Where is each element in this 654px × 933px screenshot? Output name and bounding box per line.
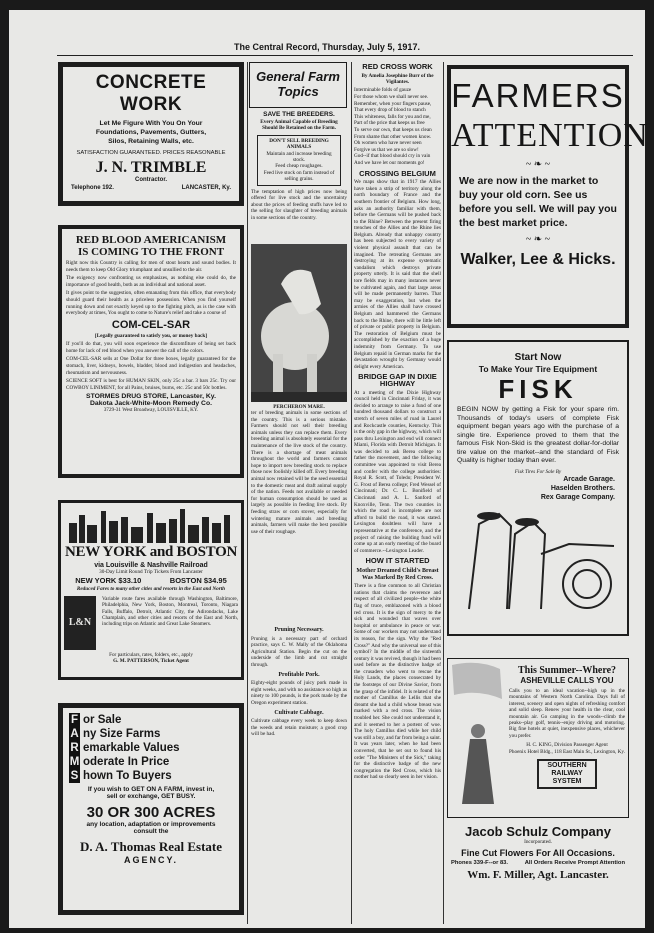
farm-intro: The temptation of high prices now being offered for live stock and the uncertainty about the prices of feeding stuffs have led to the selling for slaughter of breeding animals in some sections of the country. <box>251 188 347 222</box>
ad-guarantee: SATISFACTION GUARANTEED. PRICES REASONABLE <box>76 150 226 156</box>
maker-address: 3729-31 West Broadway, LOUISVILLE, KY. <box>103 407 199 414</box>
how-started-sub: Mother Dreamed Child's Breast Was Marked By Red Cross. <box>356 567 439 581</box>
woman-illustration <box>448 659 504 814</box>
ad-body: We are now in the market to buy your old corn. See us before you sell. We will pay you the best market price. <box>459 175 617 229</box>
red-blood-americanism-ad <box>58 225 244 478</box>
agent-line: Wm. F. Miller, Agt. Lancaster. <box>467 869 609 882</box>
asheville-text <box>504 659 628 817</box>
maker-name: Dakota Jack-White-Moon Remedy Co. <box>90 400 212 408</box>
ad-line: consult the <box>133 828 169 835</box>
city-skyline-illustration <box>61 503 241 543</box>
red-cross-byline: By Amelia Josephine Burr of the Vigilantes. <box>361 72 434 85</box>
ad-para: COM-CEL-SAR sells at One Dollar for three boxes, legally guaranteed for the stomach, liver, kidneys, bowels, bladder, blood and indigestion and headaches, rheumatism and nervousness. <box>66 356 236 376</box>
fisk-car-illustration <box>449 504 627 614</box>
ad-line: If you wish to GET ON A FARM, invest in, <box>87 786 215 793</box>
farmers-attention-ad <box>447 65 649 328</box>
agent-line: For particulars, rates, folders, etc., apply <box>109 651 193 658</box>
firm-agency: AGENCY. <box>123 855 178 865</box>
contractor-name: J. N. TRIMBLE <box>95 159 207 176</box>
farms-acrostic <box>69 713 239 783</box>
routes-block <box>61 594 241 652</box>
farm-topics-title: General Farm Topics <box>256 69 340 99</box>
fisk-body: BEGIN NOW by getting a Fisk for your spare rim. Thousands of today's users of complete Fisk equipment began years ago with the purchase of a single tire. Experience proved to them that the famous Fisk Non-Skid is the greatest dollar-for-dollar tire value on the market--and the standard of Fisk Quality is higher today than ever. <box>457 406 619 464</box>
masthead-rule <box>57 55 633 56</box>
ad-para: SCIENCE SOFT is best for HUMAN SKIN, only 25c a bar. 3 bars 25c. Try our COWBOY LINIMENT, for all Pains, bruises, burns, etc. 25c and 50c bottles. <box>66 378 236 391</box>
company-inc: Incorporated. <box>524 839 552 845</box>
agent-address: Phoenix Hotel Bldg., 118 East Main St., Lexington, Ky. <box>509 748 625 755</box>
farm-sub-head2: Every Animal Capable of Breeding Should Be Retained on the Farm. <box>260 119 338 132</box>
company-name: Jacob Schulz Company <box>465 824 611 839</box>
ad-title-1: FARMERS <box>451 77 625 114</box>
product-guarantee: [Legally guaranteed to satisfy you, or money back] <box>94 332 207 339</box>
farm-box: DON'T SELL BREEDING ANIMALS Maintain and increase breeding stock. Feed cheap roughages. Feed live stock on farm instead of selling grains. <box>257 135 341 186</box>
start-now: Start Now <box>514 352 562 363</box>
column-rule <box>247 62 248 924</box>
ad-line: any location, adaptation or improvements <box>86 821 216 828</box>
red-cross-title: RED CROSS WORK <box>362 62 433 71</box>
bridge-article: At a meeting of the Dixie Highway council held in Cincinnati Friday, it was decided to arrange to raise a fund of one hundred thousand dollars to construct a stretch of seven miles of road in Laurel and Rockcastle counties, Kentucky. This is the only gap in the highway, which will pass thru Lexington and end will connect Miami, Florida with Detroit Michigan. It was decided to ask Berea college to father the movement, and the following committee was appointed to visit Berea and confer with the college authorities: Royal R. Scott, of Toledo; President W. G. Frost of Berea college; Fred Wessel of Cincinnati; Dr. C. L. Bonifield of Cincinnati and A. L. Sanford of Knoxville, Tenn. The two counties in which the road is incomplete are not afford to build the road, it was stated. Lexington doubtless will have a representative at the conference, and the project of raising the building fund will come up at an early meeting of the board of commerce.--Lexington Leader. <box>354 389 441 554</box>
southern-railway-logo: SOUTHERN RAILWAY SYSTEM <box>537 759 597 789</box>
masthead: The Central Record, Thursday, July 5, 1917. <box>234 42 420 52</box>
lnn-logo: L&N <box>64 596 96 650</box>
route-via: via Louisville & Nashville Railroad <box>94 562 208 569</box>
acrostic-line: S hown To Buyers <box>70 770 172 782</box>
asheville-inner <box>448 659 628 817</box>
column-rule <box>443 62 444 924</box>
firm-name: D. A. Thomas Real Estate <box>79 839 223 854</box>
farm-sub-head: SAVE THE BREEDERS. <box>263 111 335 118</box>
ad-para: The exigency now confronting us emphasizes, as nothing else could do, the importance of good health, both as an individual and national asset. <box>66 275 236 288</box>
ad-title: This Summer--Where? <box>517 665 617 676</box>
firm-name: Walker, Lee & Hicks. <box>460 251 616 268</box>
ad-para: It gives point to the suggestion, often emanating from this office, that everybody should guard their health as a priceless possession. When you find yourself running down and not exactly keyed up to the fighting pitch, as is the case with everybody at times, You ought to come to Nature's relief and take a course of <box>66 290 236 317</box>
ad-line: sell or exchange, GET BUSY. <box>106 793 196 800</box>
ornament: ~ ❧ ~ <box>525 159 551 170</box>
ornament: ~ ❧ ~ <box>525 234 551 245</box>
make-line: To Make Your Tire Equipment <box>478 364 598 374</box>
product-name: COM-CEL-SAR <box>111 318 191 331</box>
column-rule <box>351 62 352 924</box>
acrostic-line: M oderate In Price <box>69 756 170 768</box>
farm-more: Pruning Necessary. Pruning is a necessary part of orchard practice, says C. W. Mally of the Oklahoma Agricultural Station. Begin the cut on the underside of the limb and cut straight through. Profitable Pork. Eighty-eight pounds of juicy pork made in eight weeks, and with no assistance so high as ninety to 100 pounds, is the pork made by the Oregon experiment station. Cultivate Cabbage. Cultivate cabbage every week to keep down the weeds and retain moisture; a good crop will be had. <box>251 627 347 738</box>
for-sale-farms-ad <box>58 703 244 915</box>
ad-title: CONCRETE WORK <box>95 72 207 115</box>
ad-title-1: RED BLOOD AMERICANISM <box>75 234 227 246</box>
bridge-title: BRIDGE GAP IN DIXIE HIGHWAY <box>358 372 437 388</box>
new-york-boston-ad <box>58 500 244 680</box>
acrostic-line: R emarkable Values <box>70 742 180 754</box>
ad-title-2: IS COMING TO THE FRONT <box>77 246 225 258</box>
route-list: Variable route fares available through Washington, Baltimore, Philadelphia, New York, Boston, Montreal, Toronto, Niagara Falls, Buffalo, Detroit, Atlantic City, the Adirondacks, Lake Champlain, and other cities and resorts of the East and North, including trips on Atlantic and Great Lake Steamers. <box>102 595 238 628</box>
newspaper-page <box>9 10 649 928</box>
belgium-title: CROSSING BELGIUM <box>359 168 436 178</box>
ad-lines: Let Me Figure With You On Your Foundations, Pavements, Gutters, Silos, Retaining Walls, etc. <box>95 120 207 145</box>
horse-illustration <box>251 244 347 402</box>
agent-name: G. M. PATTERSON, Ticket Agent <box>113 658 189 665</box>
route-sub: 30-Day Limit Round Trip Tickets From Lancaster <box>99 569 203 575</box>
belgium-article: We maps show that in 1917 the Allies have taken a strip of territory along the north boundary of France and the southern frontier of Belgium. How long, asks an authority familiar with them, before the Germans will be pushed back to the Rhine? Between the present firing trenches of the Allies and the Rhine lies Belgium. Already that unhappy country has been subjected to every variety of violent physical assault that can be imagined. The retreating Germans are destroying at its expense systematic vandalism which destroys private property utterly. It is said that the shell tore fields may in many instances never be cultivated again, and that large areas will be made permanently barren. That may be exaggeration, but when the armies of the Allies shall have crossed Belgium and hammered the Germans back to the Rhine, there will be little left of private or public property in Belgium. The restoration of Belgium must be accomplished by the exaction of a huge indemnity from Germany. To use Belgium repaid in German marks for the devastation wrought by Germany would delight every American. <box>354 179 441 370</box>
concrete-work-ad <box>58 62 244 206</box>
ad-title: NEW YORK and BOSTON <box>65 544 237 560</box>
flowers-line: Fine Cut Flowers For All Occasions. <box>461 848 615 859</box>
how-started-title: HOW IT STARTED <box>365 556 430 566</box>
percheron-mare-photo <box>251 244 347 402</box>
acres-headline: 30 OR 300 ACRES <box>86 804 216 821</box>
ad-para: If you'll do that, you will soon experience the discomfiture of being set back home for lack of red blood when you answer the call of the colors. <box>66 341 236 354</box>
fisk-brand: FISK <box>498 374 578 404</box>
reduced-fares: Reduced Fares to many other cities and resorts in the East and North <box>76 586 226 593</box>
acrostic-line: F or Sale <box>70 714 122 726</box>
how-started-article: There is a fine common to all Christian nations that claims the reverence and respect of all civilized people--the white flag of truce, emblazoned with a blood red cross. It is the sign of mercy to the sick and wounded that waves over hospital or ambulance in peace or war. Some of our workers may not understand its reason, for the sign. Why the "Red Cross?" And why the universal use of this symbol? In the middle of the sixteenth century it was revived, though it had been used before as the distinctive badge of the crusaders who went to rescue the Holy Lands, the places consecrated by the footsteps of our Divine Savior, from the grasp of the infidel. It is related of the mother of Camillus de Lellis that she dreamt she had a child whose breast was marked with a red cross. The vision troubled her. She could not understand it, and it seemed to her a portent of woe. The holy Camillus died while her child was still a boy, and far from being a saint. It was years later, when he had been converted, that he set out to found his order "The Ministers of the Sick," taking for the distinctive badge of the new congregation the Red Cross, which his mother had so clearly seen in her vision. <box>354 583 442 781</box>
ad-body: Calls you to an ideal vacation--high up in the mountains of Western North Carolina. Days full of interest, scenery and open nights of refreshing comfort and solid sleep. Renew your health in the clear, cool mountain air. Go camping in the woods--climb the peaks--play golf, tennis--enjoy driving and motoring. Big fine hotels at quiet, inexpensive places, whichever you prefer. <box>509 688 625 739</box>
red-cross-column <box>354 62 441 924</box>
ad-title-2: ATTENTION <box>451 117 649 154</box>
store-name: STORMES DRUG STORE, Lancaster, Ky. <box>86 393 216 401</box>
farm-topics-column <box>249 62 349 924</box>
ad-para: Right now this Country is calling for men of stout hearts and sound bodies. It needs them to keep Old Glory triumphant and unsullied to the air. <box>66 260 236 273</box>
city-line: ASHEVILLE CALLS YOU <box>520 676 614 685</box>
contractor-contact: Telephone 192. LANCASTER, Ky. <box>71 185 231 191</box>
farm-body: ter of breeding animals in some sections of the country. This is a serious mistake. Farmers should not sell their breeding animals unless they can replace them. Every breeding animal is absolutely essential for the maintenance of the live stock of the country. There is a shortage of meat animals throughout the world and farmers cannot hope to import new breeding stock to replace those now foolishly killed off. Every breeding animal now retained will be the seed essential to the domestic meat and draft animal supply of the nation. Feeds not available or needed for human consumption should be used as largely as possible in feeding live stock. By feeding straw or corn stover, especially for wintering mature animals and breeding animals, farmers will make the best possible use of their roughage. <box>251 410 347 535</box>
contact-line: Phones 339-F--or 83. All Orders Receive Prompt Attention <box>451 860 625 867</box>
photo-caption: PERCHERON MARE. <box>273 403 325 410</box>
agent-name: H. C. KING, Division Passenger Agent <box>526 742 608 749</box>
contractor-role: Contractor. <box>134 177 167 183</box>
acrostic-line: A ny Size Farms <box>70 728 161 740</box>
dealers-list: Arcade Garage. Haselden Brothers. Rex Garage Company. <box>540 475 615 501</box>
farm-topics-banner <box>249 62 347 108</box>
asheville-ad <box>447 658 629 818</box>
fares: NEW YORK $33.10 BOSTON $34.95 <box>75 576 227 586</box>
red-cross-poem: Interminable folds of gauze For those whom we shall never see. Remember, when your fingers pause, That every drop of blood to stanch This whiteness, falls for you and me, Part of the price that keeps us free To serve our own, that keeps us clean From shame that other women know. Oh women who have never seen Forgive us that we are so slow! God--if that blood should cry in vain And we have let our moments go! <box>354 87 432 166</box>
dealers-label: Fisk Tires For Sale By <box>514 468 562 475</box>
schulz-ad <box>447 822 629 922</box>
fisk-tires-ad <box>447 340 629 636</box>
